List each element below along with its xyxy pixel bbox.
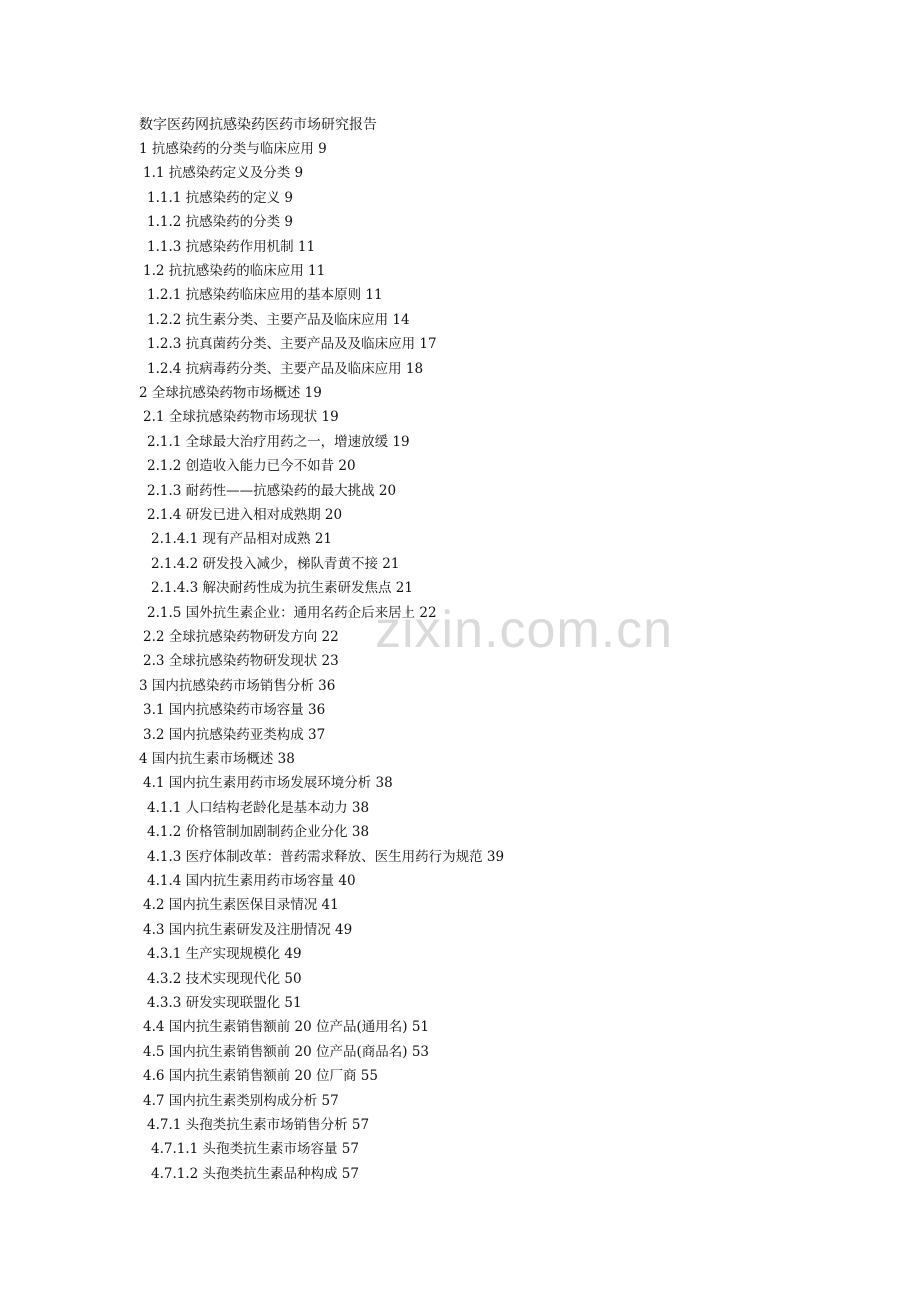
toc-entry: 2.1 全球抗感染药物市场现状 19: [143, 409, 339, 425]
toc-entry: 4.6 国内抗生素销售额前 20 位厂商 55: [143, 1068, 378, 1084]
toc-entry: 2.1.4.1 现有产品相对成熟 21: [151, 531, 332, 547]
toc-entry: 4.5 国内抗生素销售额前 20 位产品(商品名) 53: [143, 1044, 430, 1060]
toc-entry: 2.1.4.3 解决耐药性成为抗生素研发焦点 21: [151, 580, 413, 596]
toc-entry: 4.7.1.2 头孢类抗生素品种构成 57: [151, 1166, 359, 1182]
toc-entry: 1.2.3 抗真菌药分类、主要产品及及临床应用 17: [147, 336, 437, 352]
toc-entry: 4.7.1.1 头孢类抗生素市场容量 57: [151, 1141, 359, 1157]
toc-entry: 4.1.4 国内抗生素用药市场容量 40: [147, 873, 356, 889]
toc-entry: 1.2.1 抗感染药临床应用的基本原则 11: [147, 287, 383, 303]
toc-entry: 1.2.2 抗生素分类、主要产品及临床应用 14: [147, 312, 410, 328]
toc-entry: 2.3 全球抗感染药物研发现状 23: [143, 653, 339, 669]
toc-entry: 1.2 抗抗感染药的临床应用 11: [143, 263, 326, 279]
toc-entry: 2.1.2 创造收入能力已今不如昔 20: [147, 458, 356, 474]
toc-entry: 1.1.1 抗感染药的定义 9: [147, 190, 294, 206]
toc-entry: 4.4 国内抗生素销售额前 20 位产品(通用名) 51: [143, 1019, 430, 1035]
toc-entry: 3 国内抗感染药市场销售分析 36: [139, 678, 336, 694]
toc-entry: 2.1.3 耐药性——抗感染药的最大挑战 20: [147, 483, 397, 499]
toc-entry: 2.1.1 全球最大治疗用药之一，增速放缓 19: [147, 434, 410, 450]
document-title: 数字医药网抗感染药医药市场研究报告: [139, 117, 377, 133]
toc-entry: 4.7.1 头孢类抗生素市场销售分析 57: [147, 1117, 370, 1133]
toc-entry: 1.1.3 抗感染药作用机制 11: [147, 239, 316, 255]
toc-entry: 4.1.2 价格管制加剧制药企业分化 38: [147, 824, 370, 840]
toc-entry: 3.2 国内抗感染药亚类构成 37: [143, 727, 326, 743]
toc-entry: 1 抗感染药的分类与临床应用 9: [139, 141, 327, 157]
toc-entry: 1.2.4 抗病毒药分类、主要产品及临床应用 18: [147, 361, 424, 377]
toc-entry: 4.3.1 生产实现规模化 49: [147, 946, 302, 962]
toc-entry: 4.2 国内抗生素医保目录情况 41: [143, 897, 339, 913]
toc-entry: 4.3.2 技术实现现代化 50: [147, 971, 302, 987]
toc-entry: 2 全球抗感染药物市场概述 19: [139, 385, 322, 401]
toc-entry: 2.1.4.2 研发投入减少，梯队青黄不接 21: [151, 556, 400, 572]
toc-entry: 4.3 国内抗生素研发及注册情况 49: [143, 922, 353, 938]
toc-entry: 1.1 抗感染药定义及分类 9: [143, 165, 304, 181]
toc-entry: 4.1.1 人口结构老龄化是基本动力 38: [147, 800, 370, 816]
toc-entry: 3.1 国内抗感染药市场容量 36: [143, 702, 326, 718]
toc-entry: 2.1.4 研发已进入相对成熟期 20: [147, 507, 343, 523]
toc-entry: 4.3.3 研发实现联盟化 51: [147, 995, 302, 1011]
toc-entry: 2.1.5 国外抗生素企业：通用名药企后来居上 22: [147, 605, 437, 621]
toc-entry: 4.7 国内抗生素类别构成分析 57: [143, 1093, 339, 1109]
toc-entry: 4.1.3 医疗体制改革：普药需求释放、医生用药行为规范 39: [147, 849, 505, 865]
toc-entry: 4 国内抗生素市场概述 38: [139, 751, 295, 767]
toc-entry: 2.2 全球抗感染药物研发方向 22: [143, 629, 339, 645]
watermark: zixin.com.cn: [375, 601, 674, 659]
toc-entry: 4.1 国内抗生素用药市场发展环境分析 38: [143, 775, 393, 791]
toc-entry: 1.1.2 抗感染药的分类 9: [147, 214, 294, 230]
